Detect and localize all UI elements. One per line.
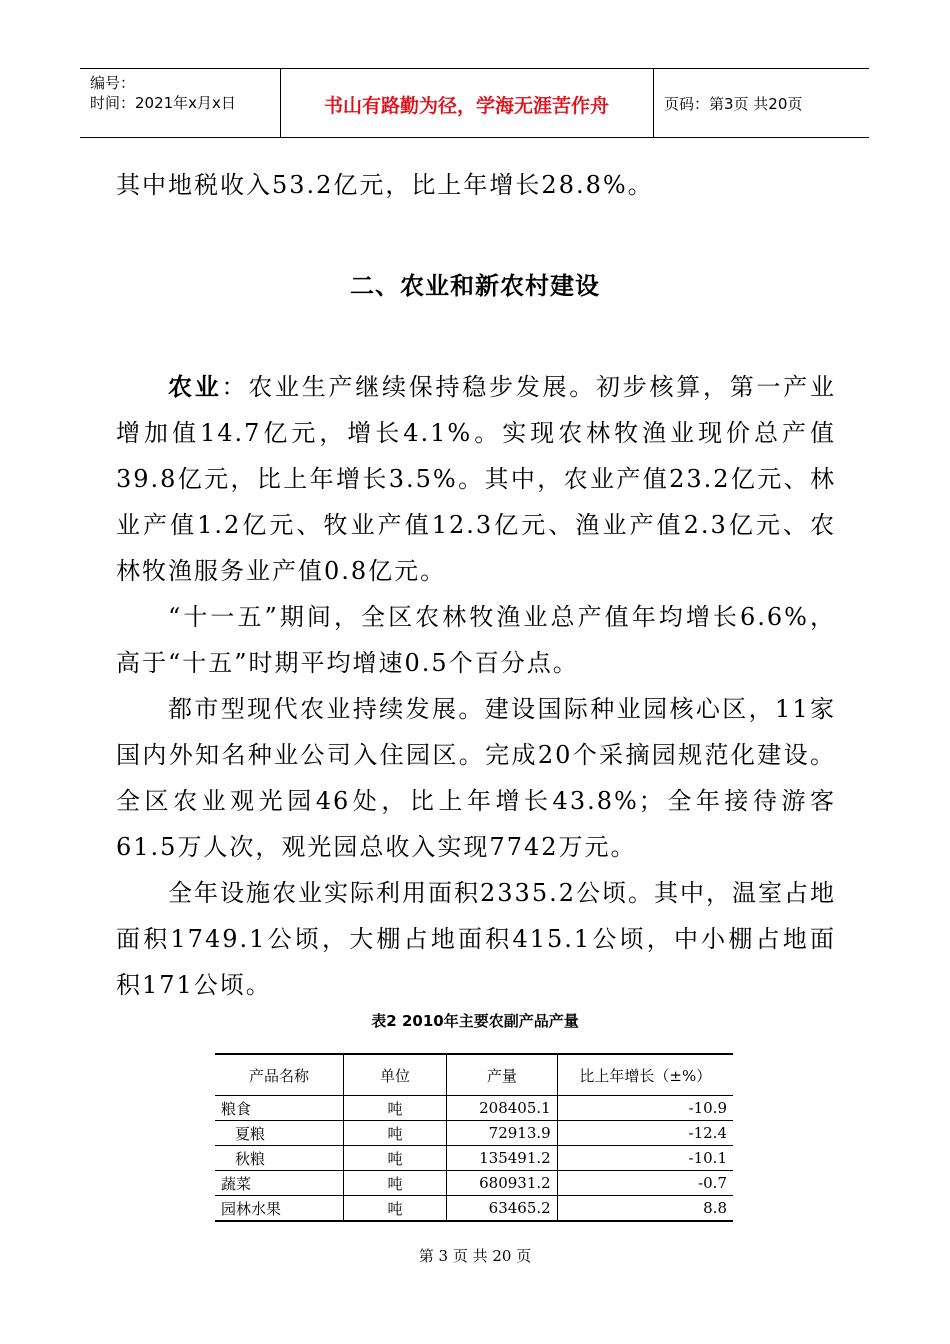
table-cell: 粮食 bbox=[215, 1096, 344, 1121]
header-divider bbox=[653, 69, 654, 137]
table-cell: 夏粮 bbox=[215, 1121, 344, 1146]
table-cell: 72913.9 bbox=[447, 1121, 558, 1146]
table-cell: -10.1 bbox=[557, 1146, 733, 1171]
table-cell: 63465.2 bbox=[447, 1196, 558, 1222]
table-cell: 680931.2 bbox=[447, 1171, 558, 1196]
table-cell: 8.8 bbox=[557, 1196, 733, 1222]
paragraph-lead: 农业 bbox=[168, 373, 222, 401]
header-motto: 书山有路勤为径，学海无涯苦作舟 bbox=[323, 95, 609, 117]
table-cell: 吨 bbox=[344, 1146, 447, 1171]
table-row bbox=[215, 1096, 733, 1121]
table-cell: 吨 bbox=[344, 1171, 447, 1196]
header-meta bbox=[90, 73, 236, 113]
table-row bbox=[215, 1196, 733, 1222]
header-page-info: 页码：第3页 共20页 bbox=[664, 95, 803, 113]
produce-table bbox=[215, 1053, 733, 1222]
page-footer: 第 3 页 共 20 页 bbox=[418, 1247, 532, 1265]
table-cell: -12.4 bbox=[557, 1121, 733, 1146]
table-cell: 吨 bbox=[344, 1096, 447, 1121]
number-label: 编号： bbox=[90, 74, 136, 92]
table-row bbox=[215, 1121, 733, 1146]
table-cell: 园林水果 bbox=[215, 1196, 344, 1222]
date-label: 时间：2021年x月x日 bbox=[90, 94, 236, 112]
paragraph-five-year: “十一五”期间，全区农林牧渔业总产值年均增长6.6%，高于“十五”时期平均增速0.5个百分点。 bbox=[116, 603, 836, 677]
table-cell: 蔬菜 bbox=[215, 1171, 344, 1196]
table-cell: 吨 bbox=[344, 1121, 447, 1146]
table-row bbox=[215, 1146, 733, 1171]
table-row bbox=[215, 1171, 733, 1196]
section-title: 二、农业和新农村建设 bbox=[350, 272, 600, 300]
document-header bbox=[80, 68, 869, 138]
table-header-row bbox=[215, 1054, 733, 1096]
table-cell: 208405.1 bbox=[447, 1096, 558, 1121]
table-caption: 表2 2010年主要农副产品产量 bbox=[371, 1012, 579, 1030]
paragraph-agriculture bbox=[116, 364, 836, 594]
body-line: 其中地税收入53.2亿元，比上年增长28.8%。 bbox=[116, 171, 654, 199]
column-header: 产量 bbox=[447, 1054, 558, 1096]
table-cell: 秋粮 bbox=[215, 1146, 344, 1171]
column-header: 比上年增长（±%） bbox=[557, 1054, 733, 1096]
table-cell: 135491.2 bbox=[447, 1146, 558, 1171]
table-cell: 吨 bbox=[344, 1196, 447, 1222]
table-cell: -0.7 bbox=[557, 1171, 733, 1196]
table-cell: -10.9 bbox=[557, 1096, 733, 1121]
paragraph-text: ：农业生产继续保持稳步发展。初步核算，第一产业增加值14.7亿元，增长4.1%。实现农林牧渔业现价总产值39.8亿元，比上年增长3.5%。其中，农业产值23.2亿元、林业产值1.2亿元、牧业产值12.3亿元、渔业产值2.3亿元、农林牧渔服务业产值0.8亿元。 bbox=[116, 373, 836, 585]
paragraph-urban-agriculture: 都市型现代农业持续发展。建设国际种业园核心区，11家国内外知名种业公司入住园区。完成20个采摘园规范化建设。全区农业观光园46处，比上年增长43.8%；全年接待游客61.5万人次，观光园总收入实现7742万元。 bbox=[116, 695, 836, 861]
column-header: 单位 bbox=[344, 1054, 447, 1096]
column-header: 产品名称 bbox=[215, 1054, 344, 1096]
paragraph-facility-agriculture: 全年设施农业实际利用面积2335.2公顷。其中，温室占地面积1749.1公顷，大棚占地面积415.1公顷，中小棚占地面积171公顷。 bbox=[116, 879, 836, 999]
